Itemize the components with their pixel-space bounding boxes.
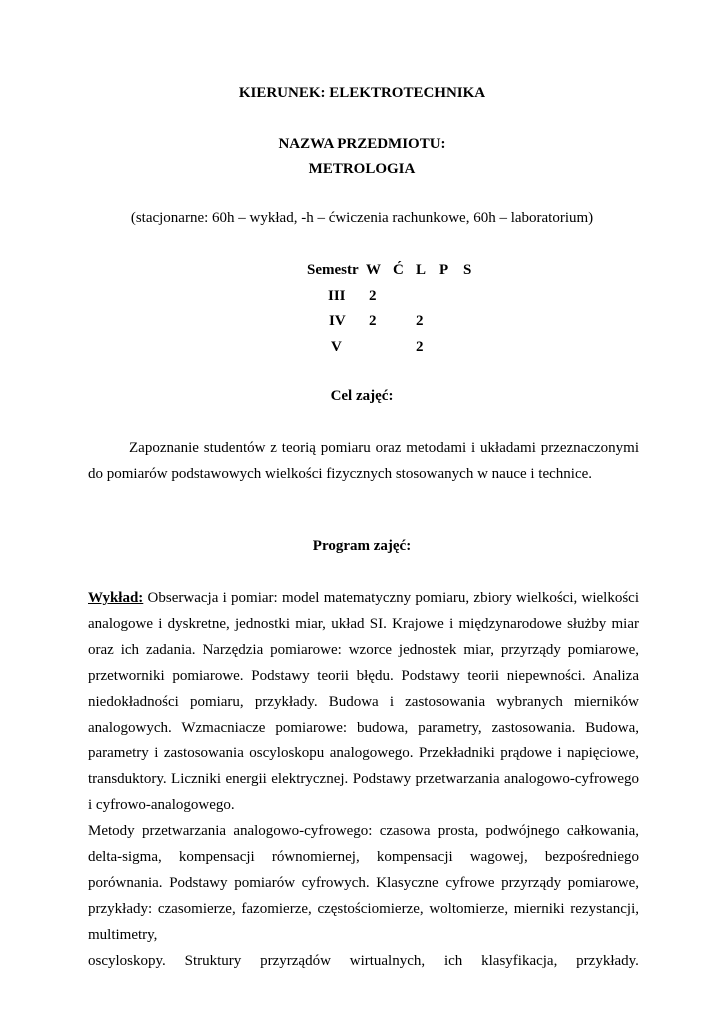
- program-body: [88, 586, 639, 975]
- row-w-value: 2: [369, 288, 377, 304]
- word: przyrządów: [260, 952, 331, 969]
- row-l-value: 2: [416, 339, 424, 355]
- word: wirtualnych,: [349, 952, 426, 969]
- lecture-label: Wykład:: [88, 590, 144, 606]
- header-w: W: [366, 262, 381, 278]
- header-l: L: [416, 262, 427, 278]
- word: przykłady.: [576, 952, 639, 969]
- methods-last-line: [88, 949, 639, 975]
- field-heading: KIERUNEK: ELEKTROTECHNIKA: [238, 85, 486, 101]
- program-heading: Program zajęć:: [312, 538, 412, 554]
- row-semester: V: [331, 339, 342, 355]
- row-l-value: 2: [416, 313, 424, 329]
- methods-text: Metody przetwarzania analogowo-cyfrowego: czasowa prosta, podwójnego całkowania, delta-sigma, kompensacji równomiernej, kompensacji wagowej, bezpośredniego porównania. Podstawy pomiarów cyfrowych. Klasyczne cyfrowe przyrządy pomiarowe, przykłady: czasomierze, fazomierze, częstościomierze, woltomierze, mierniki rezystancji, multimetry,: [88, 823, 639, 943]
- goal-paragraph: [88, 435, 639, 487]
- header-p: P: [439, 262, 449, 278]
- header-semester: Semestr: [307, 262, 359, 278]
- header-s: S: [463, 262, 472, 278]
- word: ich: [443, 952, 463, 969]
- goal-heading: Cel zajęć:: [330, 388, 394, 404]
- lecture-paragraph: [88, 586, 639, 819]
- subject-name: METROLOGIA: [308, 161, 416, 177]
- word: klasyfikacja,: [481, 952, 558, 969]
- methods-paragraph: [88, 819, 639, 949]
- row-semester: III: [328, 288, 346, 304]
- goal-text: Zapoznanie studentów z teorią pomiaru oraz metodami i układami przeznaczonymi do pomiarów podstawowych wielkości fizycznych stosowanych w nauce i technice.: [88, 440, 639, 482]
- word: oscyloskopy.: [88, 952, 166, 969]
- lecture-text: Obserwacja i pomiar: model matematyczny pomiaru, zbiory wielkości, wielkości analogowe i dyskretne, jednostki miar, układ SI. Krajowe i międzynarodowe służby miar oraz ich zadania. Narzędzia pomiarowe: wzorce jednostek miar, przyrządy pomiarowe, przetworniki pomiarowe. Podstawy teorii błędu. Podstawy teorii niepewności. Analiza niedokładności pomiaru, przykłady. Budowa i zastosowania wybranych mierników analogowych. Wzmacniacze pomiarowe: budowa, parametry, zastosowania. Budowa, parametry i zastosowania oscyloskopu analogowego. Przekładniki prądowe i napięciowe, transduktory. Liczniki energii elektrycznej. Podstawy przetwarzania analogowo-cyfrowego i cyfrowo-analogowego.: [88, 590, 639, 814]
- row-semester: IV: [329, 313, 346, 329]
- word: Struktury: [184, 952, 242, 969]
- subject-label: NAZWA PRZEDMIOTU:: [278, 136, 446, 152]
- hours-summary: (stacjonarne: 60h – wykład, -h – ćwiczenia rachunkowe, 60h – laboratorium): [130, 210, 594, 226]
- header-c: Ć: [393, 262, 404, 278]
- row-w-value: 2: [369, 313, 377, 329]
